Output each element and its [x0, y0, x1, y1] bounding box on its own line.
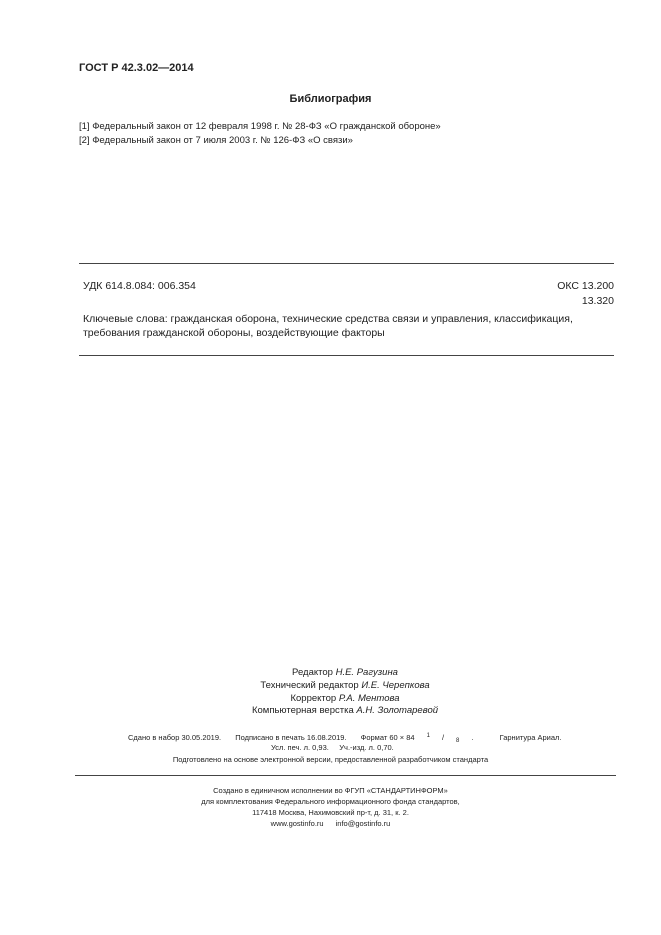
imprint-typeface: Гарнитура Ариал. — [499, 733, 562, 742]
credit-tech-editor — [0, 680, 661, 691]
publisher-website-link[interactable]: www.gostinfo.ru — [270, 819, 324, 828]
credit-role: Редактор — [292, 667, 333, 678]
imprint-format: Формат 60 × 84 $^1$ / $_8$ . — [360, 733, 474, 744]
credit-name: А.Н. Золотаревой — [356, 705, 439, 716]
bibliography-ref-1: [1] Федеральный закон от 12 февраля 1998 г. № 28-ФЗ «О гражданской обороне» — [79, 121, 441, 132]
credit-name: Н.Е. Рагузина — [335, 667, 398, 678]
imprint-typeset: Сдано в набор 30.05.2019. — [128, 733, 222, 742]
bibliography-title: Библиография — [289, 93, 372, 105]
keywords-line-1: Ключевые слова: гражданская оборона, технические средства связи и управления, классификация, — [83, 313, 573, 325]
credit-role: Технический редактор — [260, 680, 359, 691]
bibliography-ref-2: [2] Федеральный закон от 7 июля 2003 г. № 126-ФЗ «О связи» — [79, 135, 353, 146]
publisher-address: 117418 Москва, Нахимовский пр-т, д. 31, к. 2. — [252, 808, 409, 817]
credit-layout — [0, 705, 661, 716]
credit-proofreader — [0, 693, 661, 704]
publisher-email-link[interactable]: info@gostinfo.ru — [335, 819, 391, 828]
credit-name: И.Е. Черепкова — [361, 680, 430, 691]
publisher-contacts — [0, 819, 661, 828]
divider-middle — [79, 355, 614, 356]
imprint-signed: Подписано в печать 16.08.2019. — [235, 733, 347, 742]
imprint-pub-sheets: Уч.-изд. л. 0,70. — [339, 743, 394, 752]
keywords-line-2: требования гражданской обороны, воздействующие факторы — [83, 327, 385, 339]
credit-role: Компьютерная верстка — [251, 705, 354, 716]
divider-bottom — [75, 775, 616, 776]
credit-name: Р.А. Ментова — [338, 693, 400, 704]
imprint-prepared: Подготовлено на основе электронной версии, предоставленной разработчиком стандарта — [172, 755, 489, 764]
document-code: ГОСТ Р 42.3.02—2014 — [79, 62, 194, 74]
credit-role: Корректор — [290, 693, 337, 704]
oks-code-1: ОКС 13.200 — [557, 280, 614, 292]
credit-editor — [0, 667, 661, 678]
imprint-line-2 — [271, 743, 394, 752]
publisher-line-2: для комплектования Федерального информационного фонда стандартов, — [201, 797, 460, 806]
imprint-sheets: Усл. печ. л. 0,93. — [271, 743, 329, 752]
divider-top — [79, 263, 614, 264]
udk-code: УДК 614.8.084: 006.354 — [83, 280, 196, 292]
oks-code-2: 13.320 — [581, 295, 614, 307]
publisher-line-1: Создано в единичном исполнении во ФГУП «СТАНДАРТИНФОРМ» — [213, 786, 448, 795]
